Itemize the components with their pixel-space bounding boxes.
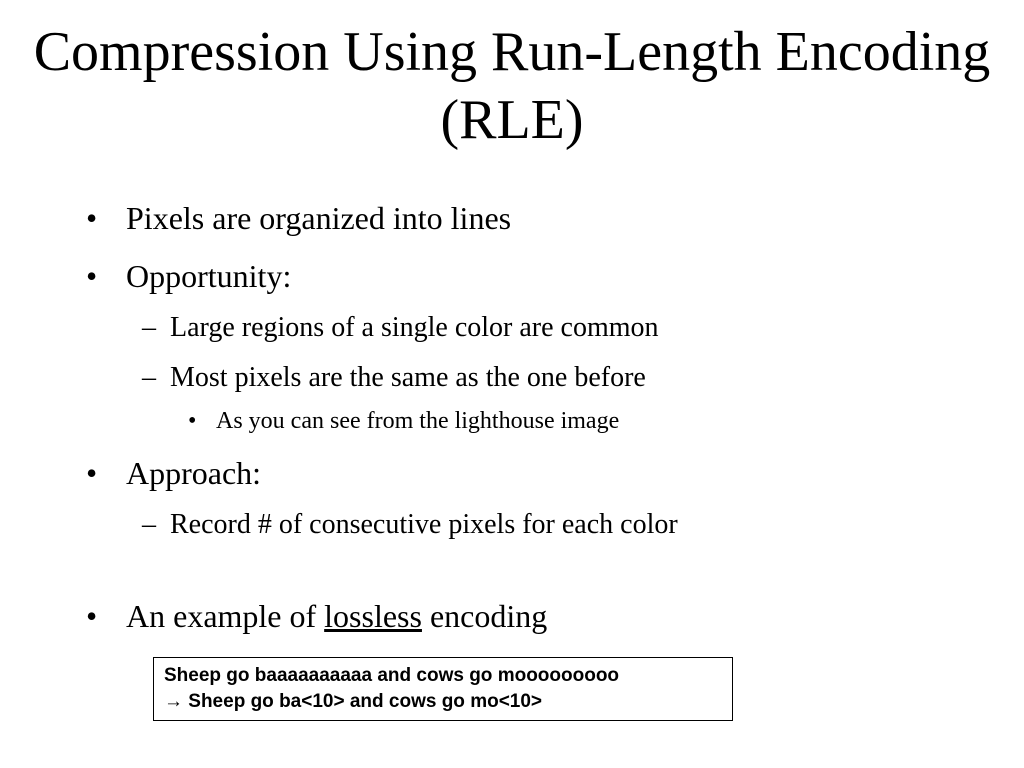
example-encoded-line: → Sheep go ba<10> and cows go mo<10> [164, 691, 543, 712]
bullet-text: Opportunity: [126, 258, 292, 294]
sub-sub-bullet-item [188, 406, 619, 436]
sub-bullet-text: Record # of consecutive pixels for each color [170, 509, 678, 540]
bullet-item [86, 256, 291, 296]
sub-bullet-text: Large regions of a single color are common [170, 312, 659, 343]
bullet-marker: • [86, 455, 98, 491]
sub-bullet-item [142, 311, 659, 345]
bullet-marker: • [86, 258, 98, 294]
bullet-marker: • [86, 200, 98, 236]
example-original-line: Sheep go baaaaaaaaaa and cows go mooooooooo [164, 665, 620, 686]
dash-marker: – [142, 509, 156, 540]
sub-bullet-text: Most pixels are the same as the one before [170, 362, 646, 393]
lossless-emphasis: lossless [324, 598, 422, 634]
sub-bullet-item [142, 508, 678, 542]
bullet-marker: • [188, 408, 197, 434]
rle-example-box [153, 657, 733, 721]
dash-marker: – [142, 362, 156, 393]
bullet-text: Pixels are organized into lines [126, 200, 512, 236]
bullet-text-prefix: An example of [126, 598, 317, 634]
sub-bullet-item [142, 361, 646, 395]
dash-marker: – [142, 312, 156, 343]
sub-sub-bullet-text: As you can see from the lighthouse image [216, 408, 620, 434]
bullet-marker: • [86, 598, 98, 634]
bullet-text-suffix: encoding [429, 598, 548, 634]
bullet-item [86, 596, 547, 636]
bullet-item [86, 198, 511, 238]
bullet-text: Approach: [126, 455, 262, 491]
bullet-item [86, 453, 261, 493]
slide-title: Compression Using Run-Length Encoding (RLE) [33, 21, 991, 151]
